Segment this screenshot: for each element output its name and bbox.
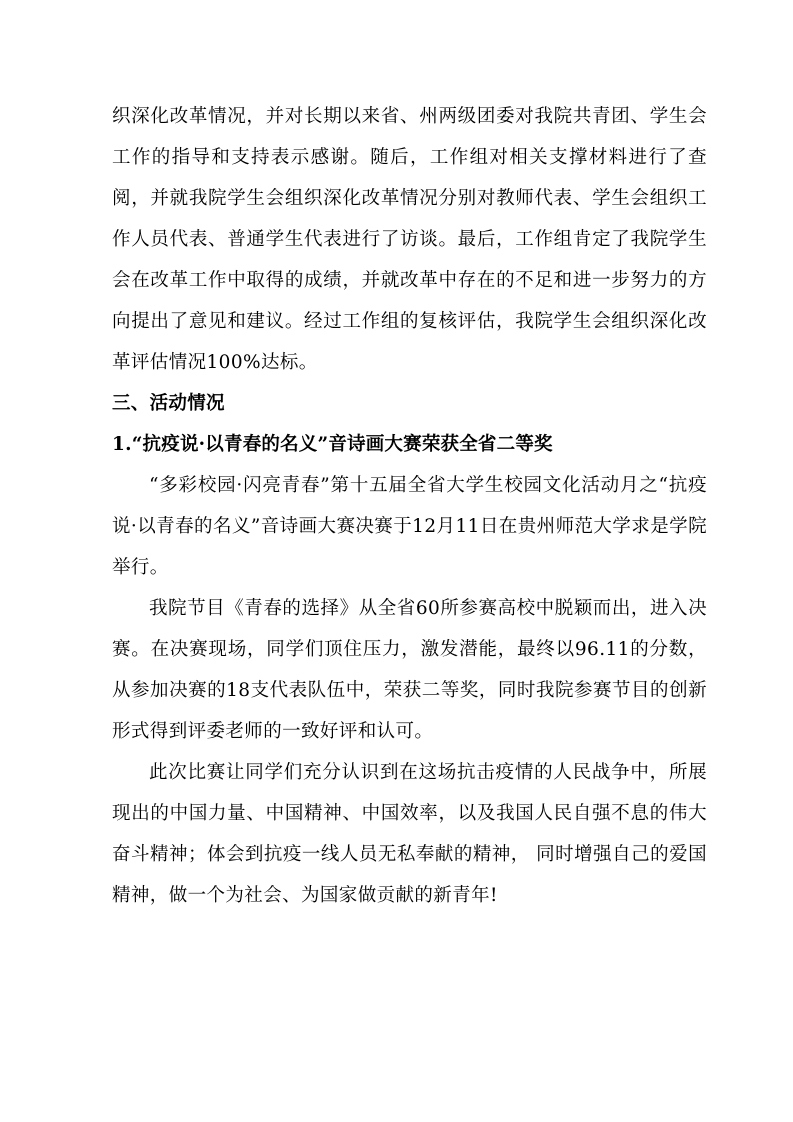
paragraph-event-reflection: 此次比赛让同学们充分认识到在这场抗击疫情的人民战争中，所展现出的中国力量、中国精神、中国效率，以及我国人民自强不息的伟大奋斗精神；体会到抗疫一线人员无私奉献的精神， 同时增强自己的爱国精神，做一个为社会、为国家做贡献的新青年! xyxy=(112,762,707,906)
heading-section-three: 三、活动情况 xyxy=(112,393,225,414)
paragraph-event-intro: “多彩校园·闪亮青春”第十五届全省大学生校园文化活动月之“抗疫说·以青春的名义”音诗画大赛决赛于12月11日在贵州师范大学求是学院举行。 xyxy=(112,475,707,578)
heading-item-one: 1.“抗疫说·以青春的名义”音诗画大赛荣获全省二等奖 xyxy=(112,434,553,455)
document-body xyxy=(112,96,707,916)
paragraph-event-result: 我院节目《青春的选择》从全省60所参赛高校中脱颖而出，进入决赛。在决赛现场，同学们顶住压力，激发潜能，最终以96.11的分数，从参加决赛的18支代表队伍中，荣获二等奖，同时我院参赛节目的创新形式得到评委老师的一致好评和认可。 xyxy=(112,598,707,742)
paragraph-continuation: 织深化改革情况，并对长期以来省、州两级团委对我院共青团、学生会工作的指导和支持表示感谢。随后，工作组对相关支撑材料进行了查阅，并就我院学生会组织深化改革情况分别对教师代表、学生会组织工作人员代表、普通学生代表进行了访谈。最后，工作组肯定了我院学生会在改革工作中取得的成绩，并就改革中存在的不足和进一步努力的方向提出了意见和建议。经过工作组的复核评估，我院学生会组织深化改革评估情况100%达标。 xyxy=(112,106,707,373)
